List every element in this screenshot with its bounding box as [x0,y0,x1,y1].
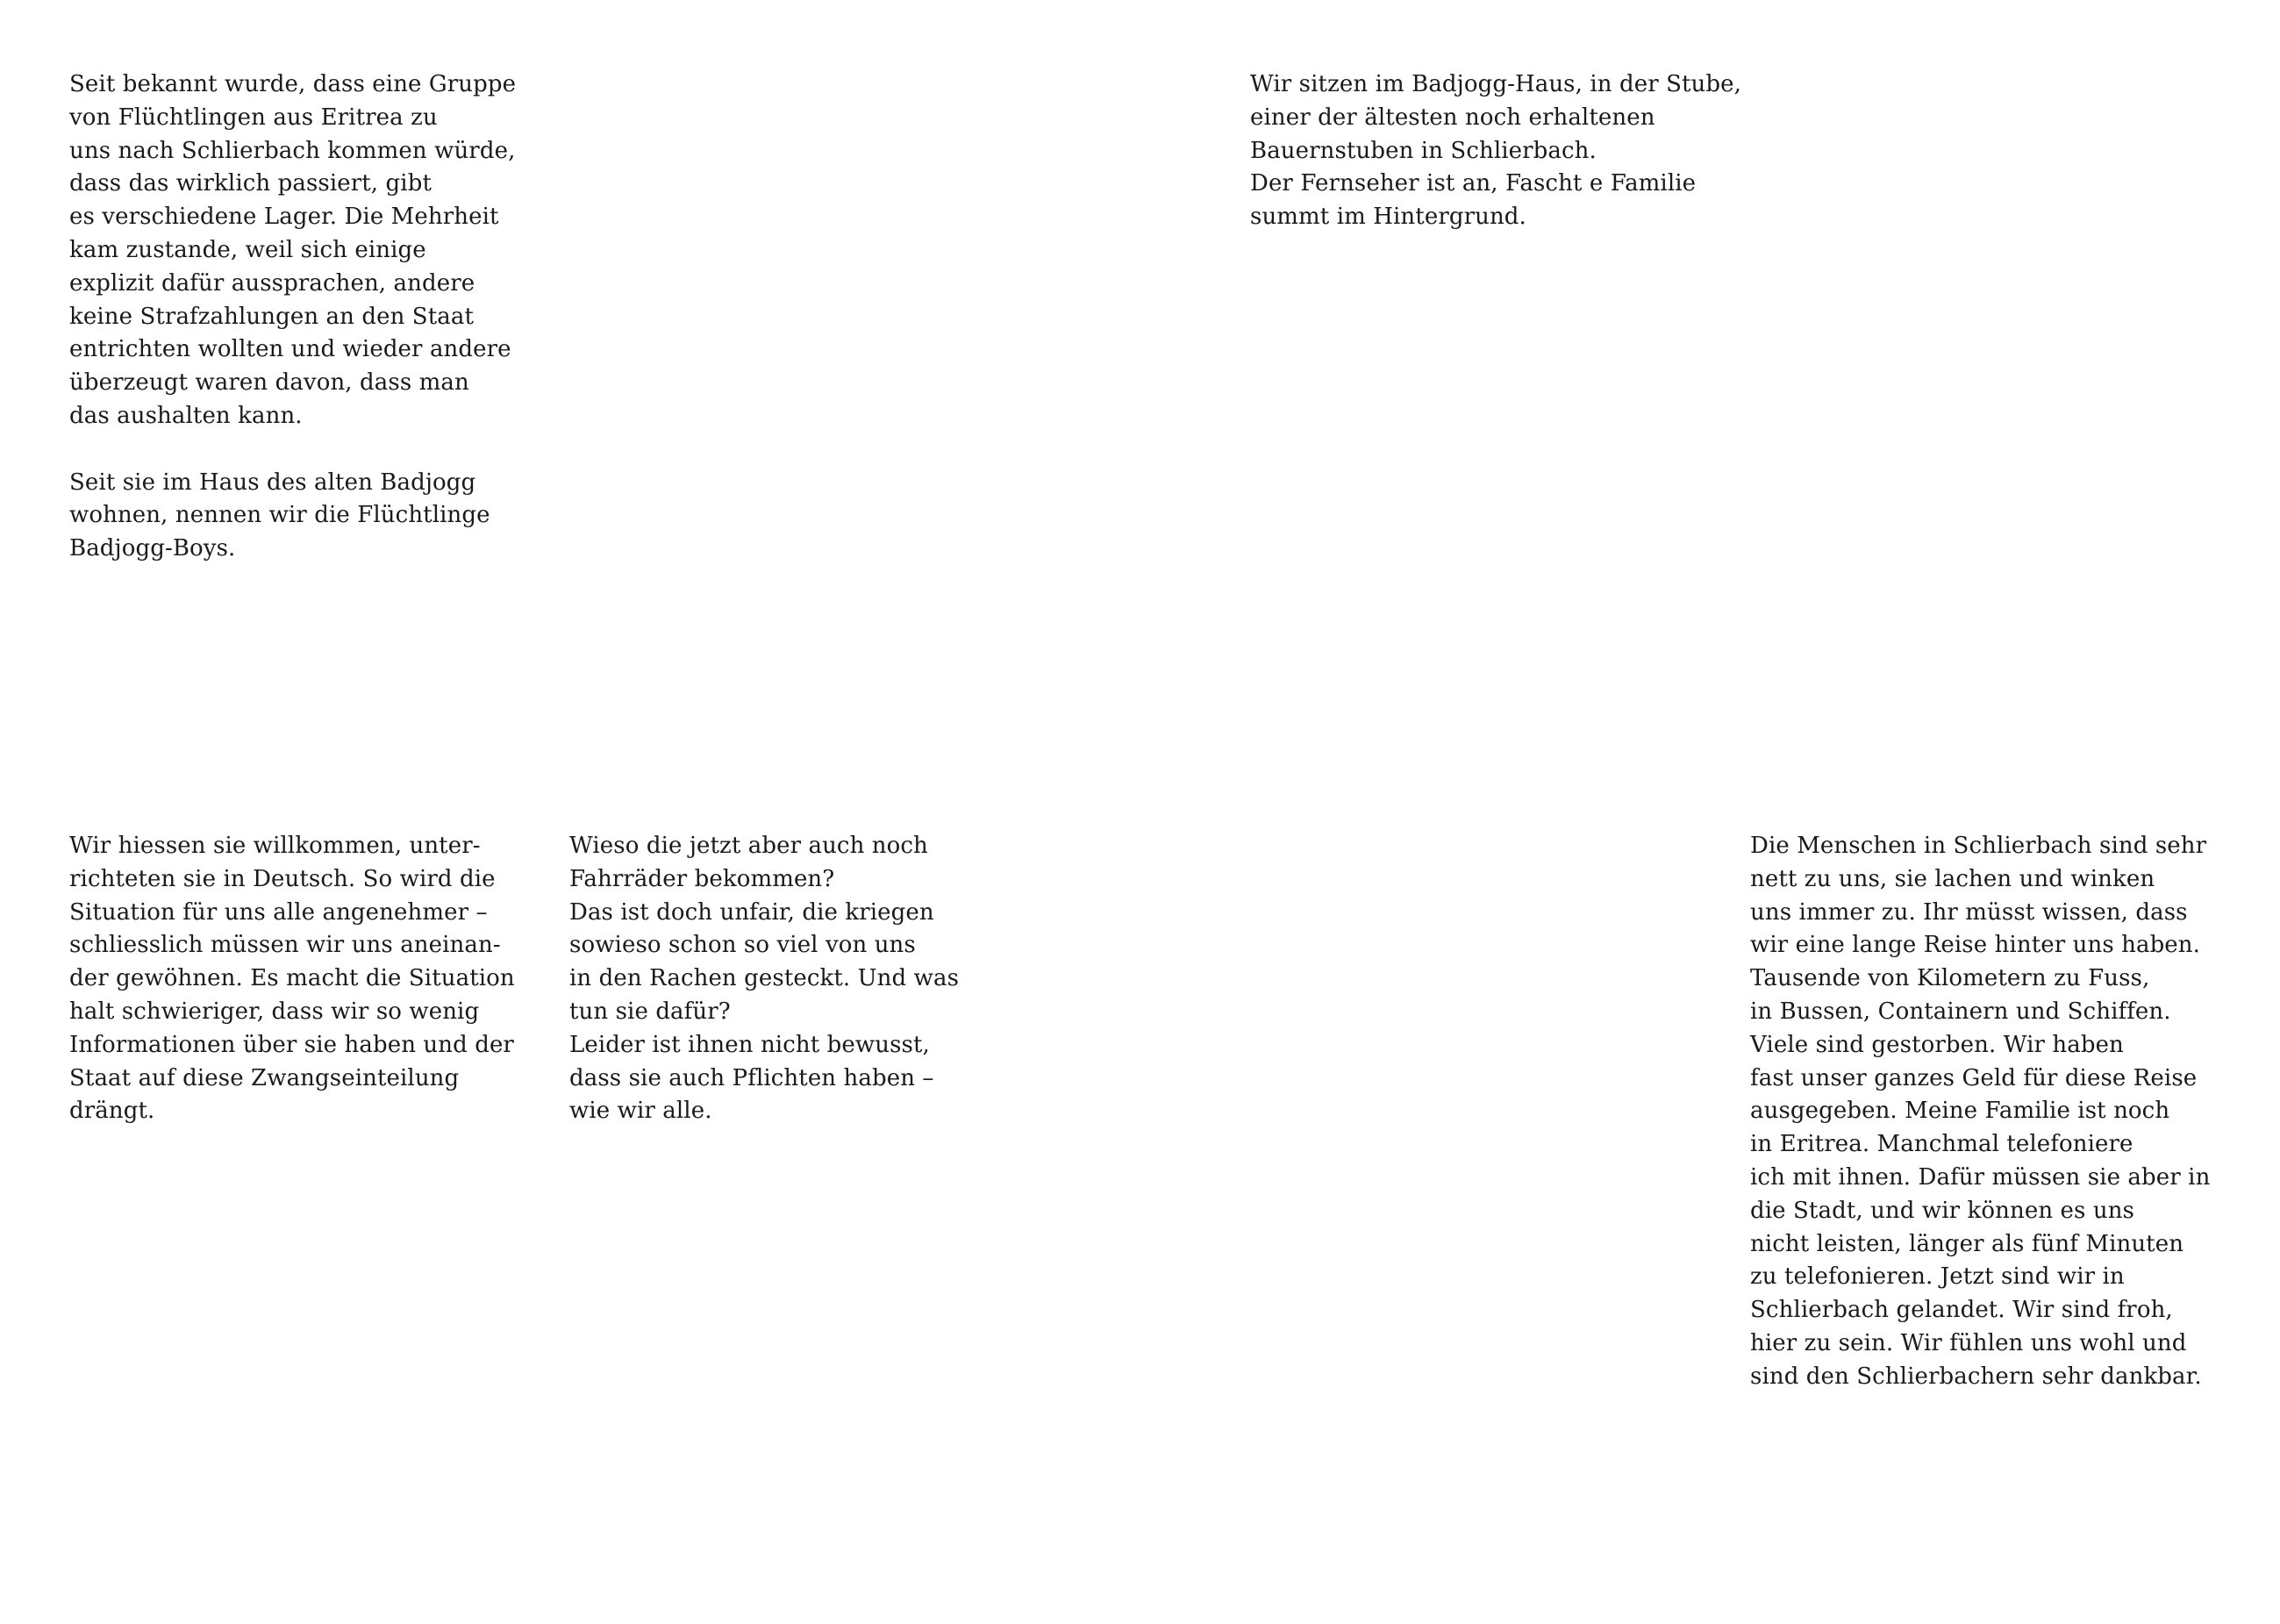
text-line: explizit dafür aussprachen, andere [69,269,475,297]
text-line: Das ist doch unfair, die kriegen [569,898,934,926]
text-line: wie wir alle. [569,1098,712,1125]
text-line: in Eritrea. Manchmal telefoniere [1750,1131,2133,1158]
intro-text-block [69,68,516,566]
text-line: nett zu uns, sie lachen und winken [1750,865,2155,892]
text-line: Der Fernseher ist an, Fascht e Familie [1250,170,1697,197]
text-line: es verschiedene Lager. Die Mehrheit [69,204,499,231]
text-line: richteten sie in Deutsch. So wird die [69,865,496,892]
text-line: schliesslich müssen wir uns aneinan- [69,932,501,959]
text-line: fast unser ganzes Geld für diese Reise [1750,1064,2198,1091]
text-line: Schlierbach gelandet. Wir sind froh, [1750,1297,2173,1324]
text-line: drängt. [69,1098,155,1125]
text-line: die Stadt, und wir können es uns [1750,1197,2134,1224]
text-line: Bauernstuben in Schlierbach. [1250,137,1597,164]
text-line: tun sie dafür? [569,998,731,1025]
text-line: halt schwieriger, dass wir so wenig [69,998,480,1025]
text-line: wir eine lange Reise hinter uns haben. [1750,932,2201,959]
text-line: Staat auf diese Zwangseinteilung [69,1064,460,1091]
text-line: von Flüchtlingen aus Eritrea zu [69,104,438,131]
text-line: Seit sie im Haus des alten Badjogg [69,469,476,496]
text-line: überzeugt waren davon, dass man [69,369,469,397]
text-line: sowieso schon so viel von uns [569,932,916,959]
text-line: dass sie auch Pflichten haben – [569,1064,934,1091]
text-line: Fahrräder bekommen? [569,865,835,892]
text-line: keine Strafzahlungen an den Staat [69,303,475,330]
text-line: Wir sitzen im Badjogg-Haus, in der Stube, [1250,71,1741,97]
text-line: Situation für uns alle angenehmer – [69,898,488,926]
text-line: einer der ältesten noch erhaltenen [1250,104,1655,131]
text-line: Wir hiessen sie willkommen, unter- [69,833,481,859]
text-line: Badjogg-Boys. [69,535,236,562]
text-line: hier zu sein. Wir fühlen uns wohl und [1750,1329,2187,1356]
text-line: Wieso die jetzt aber auch noch [569,833,928,859]
text-line: sind den Schlierbachern sehr dankbar. [1750,1363,2202,1390]
fahrrad-text-block [569,830,959,1128]
text-line: der gewöhnen. Es macht die Situation [69,965,515,992]
text-line: Leider ist ihnen nicht bewusst, [569,1031,930,1058]
text-line: uns nach Schlierbach kommen würde, [69,137,516,164]
welcome-text-block [69,830,515,1128]
text-line: Tausende von Kilometern zu Fuss, [1750,965,2150,992]
text-line: zu telefonieren. Jetzt sind wir in [1750,1263,2125,1291]
menschen-text-block [1750,830,2210,1394]
text-line: in den Rachen gesteckt. Und was [569,965,960,992]
stube-text-block [1250,68,1741,234]
paragraph-gap [69,433,516,467]
text-line: ich mit ihnen. Dafür müssen sie aber in [1750,1163,2211,1191]
text-line: Viele sind gestorben. Wir haben [1750,1031,2124,1058]
text-line: entrichten wollten und wieder andere [69,336,511,363]
text-line: nicht leisten, länger als fünf Minuten [1750,1230,2184,1257]
text-line: Seit bekannt wurde, dass eine Gruppe [69,71,517,97]
text-line: kam zustande, weil sich einige [69,236,426,263]
text-line: dass das wirklich passiert, gibt [69,170,432,197]
text-line: das aushalten kann. [69,402,303,429]
text-line: Die Menschen in Schlierbach sind sehr [1750,833,2207,859]
text-line: in Bussen, Containern und Schiffen. [1750,998,2171,1025]
text-line: Informationen über sie haben und der [69,1031,514,1058]
text-line: ausgegeben. Meine Familie ist noch [1750,1098,2170,1125]
text-line: summt im Hintergrund. [1250,204,1526,231]
text-line: wohnen, nennen wir die Flüchtlinge [69,502,490,529]
text-line: uns immer zu. Ihr müsst wissen, dass [1750,898,2188,926]
